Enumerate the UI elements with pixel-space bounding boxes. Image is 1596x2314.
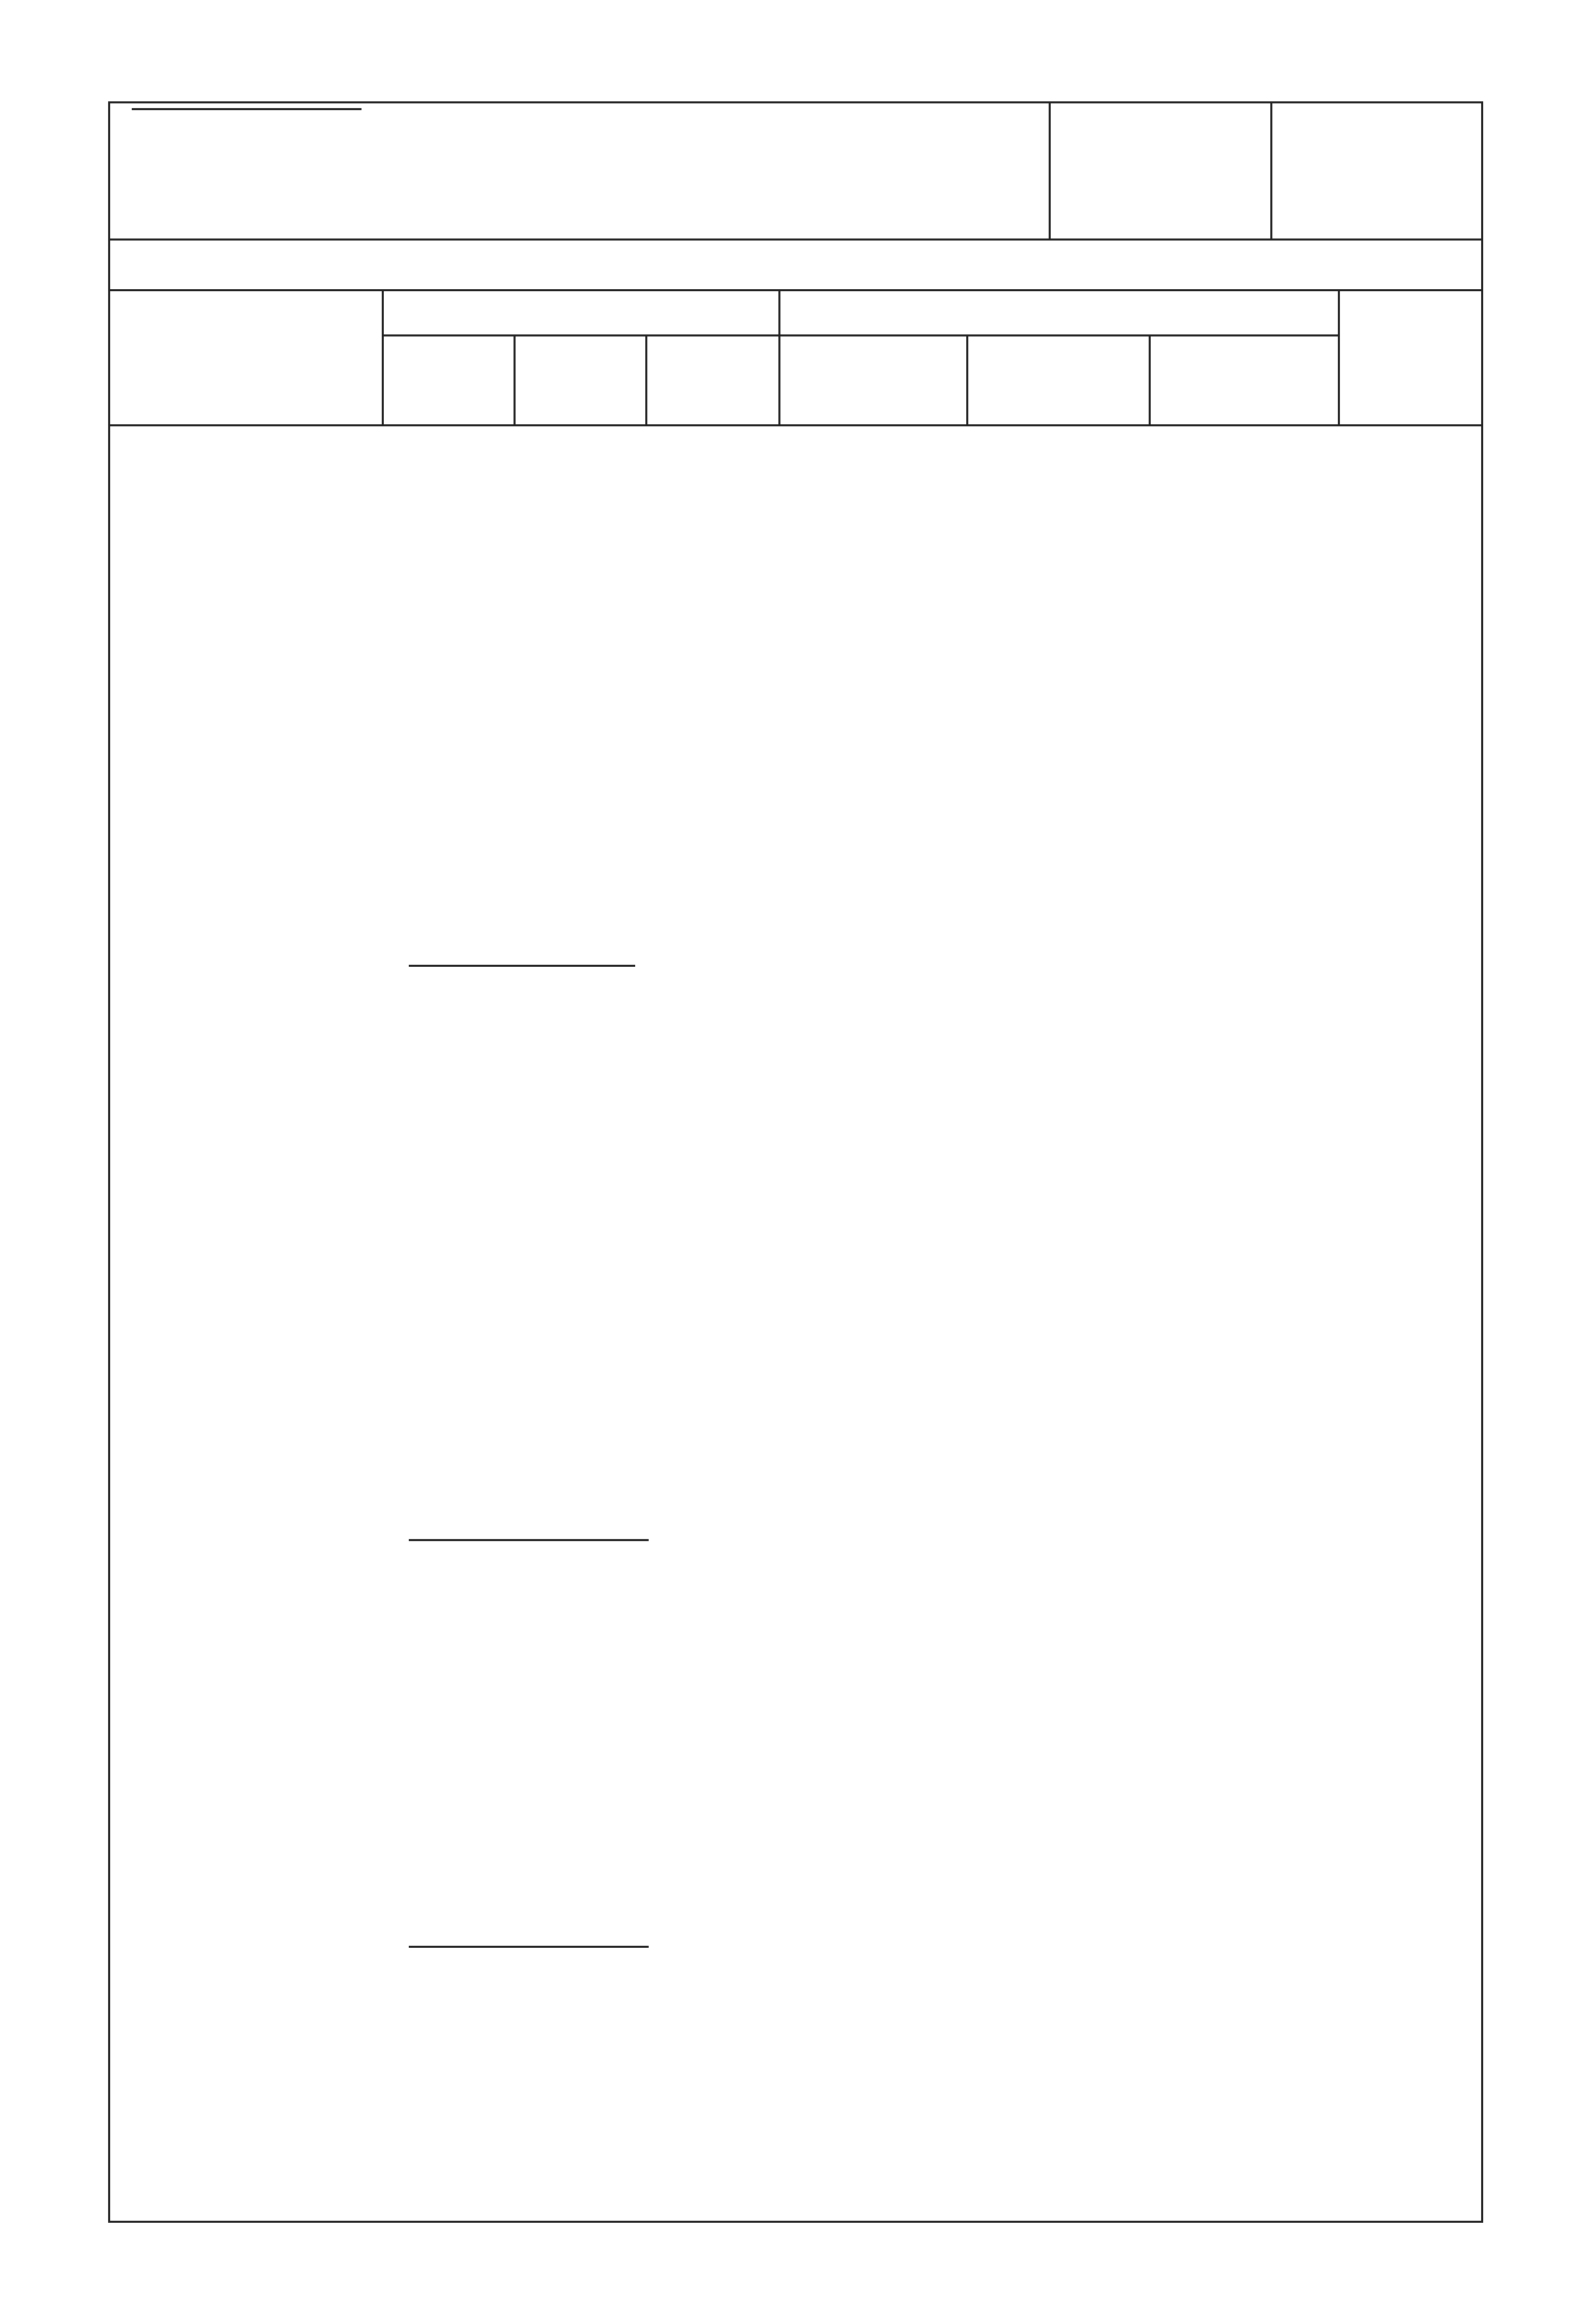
header-vline-1: [382, 289, 384, 424]
section-3-group-separator: [409, 1539, 649, 1541]
section-2-group-separator: [409, 965, 635, 967]
page-frame: [108, 101, 1483, 2223]
header-hline-bottom: [108, 424, 1483, 426]
section-4-group-separator: [409, 1946, 649, 1948]
header-hline-mid: [382, 334, 1338, 336]
title-block-bottom: [108, 238, 1483, 241]
header-vline-4: [778, 289, 780, 424]
title-divider-2: [1270, 101, 1272, 238]
header-vline-5: [966, 334, 968, 424]
header-vline-7: [1338, 289, 1340, 424]
title-divider-1: [1049, 101, 1051, 238]
header-vline-6: [1149, 334, 1151, 424]
header-vline-2: [514, 334, 516, 424]
header-vline-3: [645, 334, 647, 424]
continuation-divider: [108, 289, 1483, 291]
